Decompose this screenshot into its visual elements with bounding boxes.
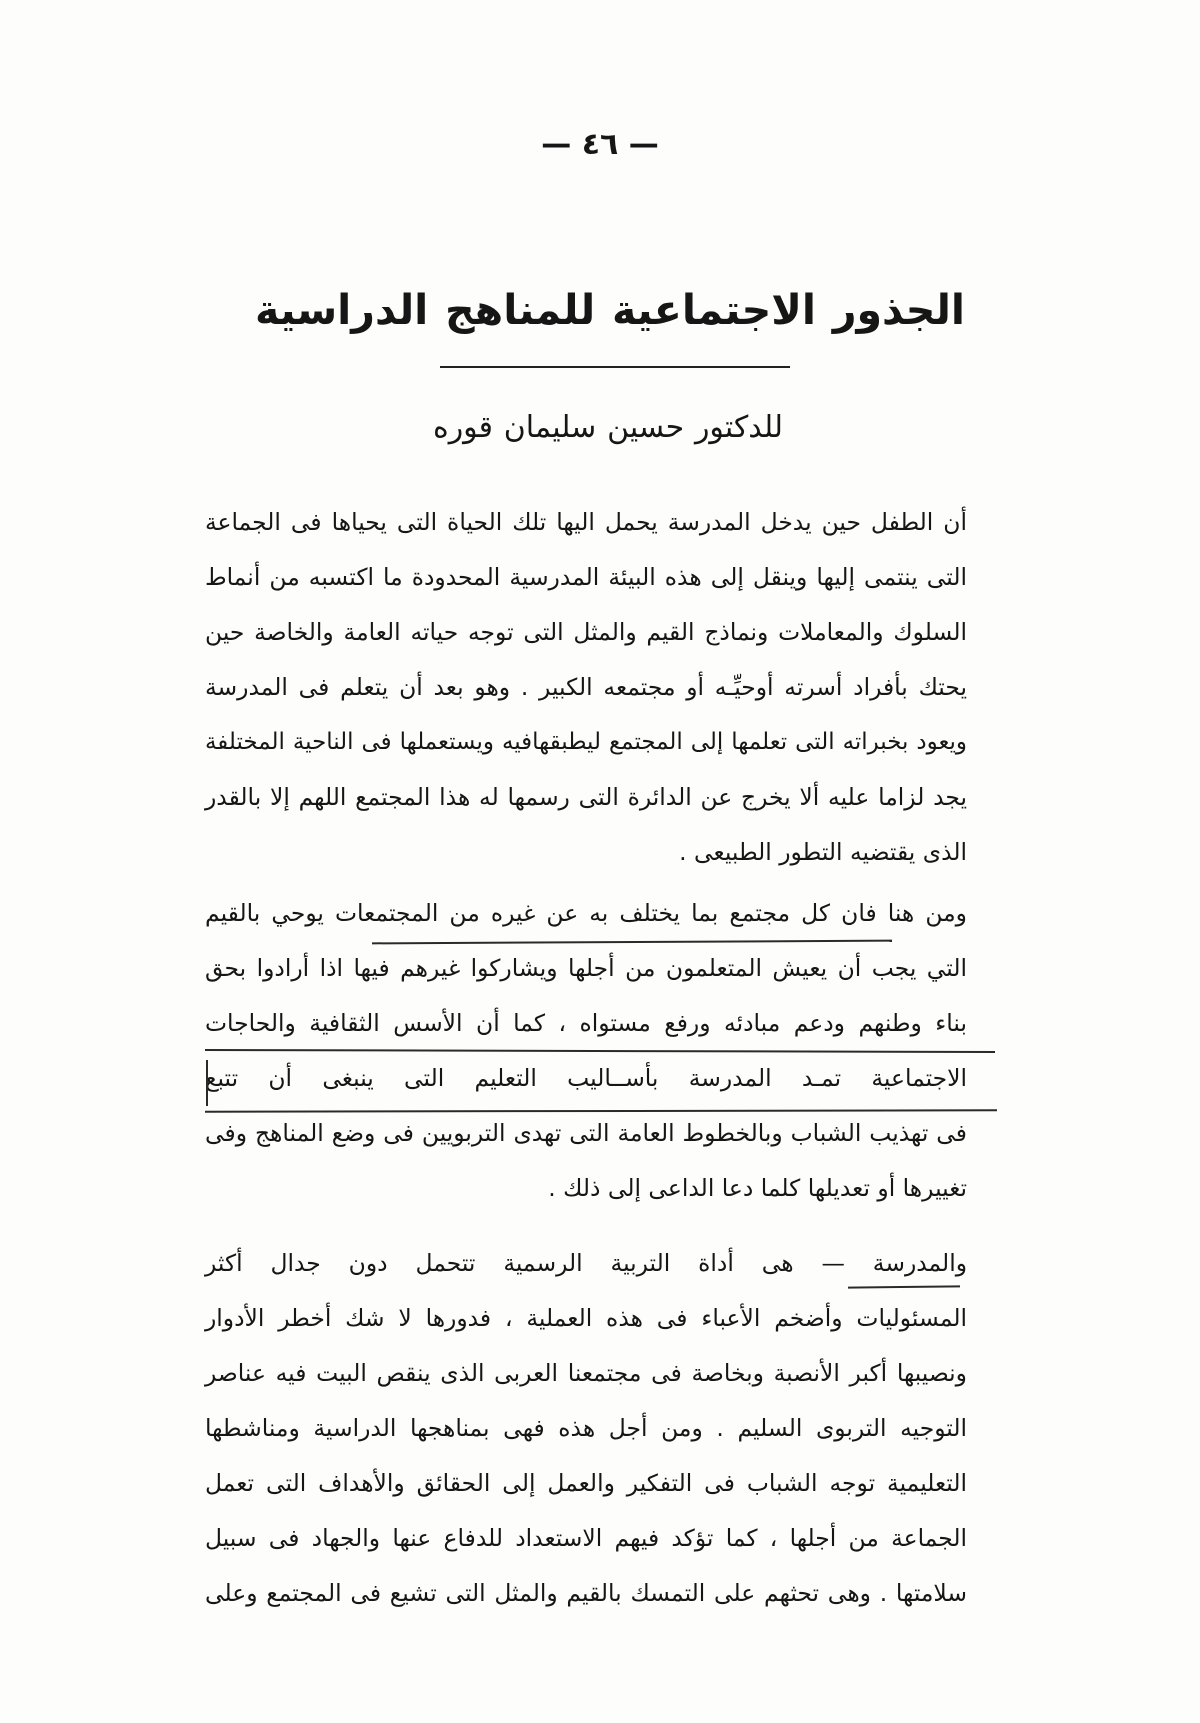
paragraph-1-line-5 [205,715,967,770]
paragraph-3 [205,1236,967,1621]
article-title-text: الجذور الاجتماعية للمناهج الدراسية [255,286,965,334]
line-text: التوجيه التربوى السليم . ومن أجل هذه فهى بمناهجها الدراسية ومناشطها [205,1414,967,1442]
title-rule [440,366,790,368]
line-text: التعليمية توجه الشباب فى التفكير والعمل إلى الحقائق والأهداف التى تعمل [205,1469,967,1497]
paragraph-3-line-6 [205,1511,967,1566]
paragraph-3-line-1 [205,1236,967,1291]
article-author-text: للدكتور حسين سليمان قوره [433,410,783,445]
paragraph-1-line-2 [205,550,967,605]
line-text: أن الطفل حين يدخل المدرسة يحمل اليها تلك الحياة التى يحياها فى الجماعة [205,508,967,536]
paragraph-3-line-5 [205,1456,967,1511]
line-text: بناء وطنهم ودعم مبادئه ورفع مستواه ، كما أن الأسس الثقافية والحاجات [205,1009,967,1037]
paragraph-1-line-6 [205,770,967,825]
paragraph-2-line-5 [205,1106,967,1161]
line-text: المسئوليات وأضخم الأعباء فى هذه العملية ، فدورها لا شك أخطر الأدوار [205,1304,967,1332]
article-title [255,268,965,352]
paragraph-2-line-2 [205,941,967,996]
paragraph-3-line-4 [205,1401,967,1456]
line-text: التى ينتمى إليها وينقل إلى هذه البيئة المدرسية المحدودة ما اكتسبه من أنماط [205,563,967,591]
paragraph-2-line-1 [205,886,967,941]
line-text: فى تهذيب الشباب وبالخطوط العامة التى تهدى التربويين فى وضع المناهج وفى [205,1119,967,1147]
paragraph-3-line-7 [205,1566,967,1621]
line-text: الذى يقتضيه التطور الطبيعى . [679,838,967,866]
line-text: يجد لزاما عليه ألا يخرج عن الدائرة التى رسمها له هذا المجتمع اللهم إلا بالقدر [205,783,967,811]
paragraph-2-line-4 [205,1051,967,1106]
line-text: ونصيبها أكبر الأنصبة وبخاصة فى مجتمعنا العربى الذى ينقص البيت فيه عناصر [205,1359,967,1387]
line-text: ومن هنا فان كل مجتمع بما يختلف به عن غيره من المجتمعات يوحي بالقيم [205,899,967,927]
paragraph-2-line-3 [205,996,967,1051]
paragraph-3-line-2 [205,1291,967,1346]
line-text: ويعود بخبراته التى تعلمها إلى المجتمع ليطبقهافيه ويستعملها فى الناحية المختلفة [205,729,967,755]
line-text: الجماعة من أجلها ، كما تؤكد فيهم الاستعداد للدفاع عنها والجهاد فى سبيل [205,1524,967,1552]
line-text: والمدرسة — هى أداة التربية الرسمية تتحمل دون جدال أكثر [205,1249,967,1277]
paragraph-3-line-3 [205,1346,967,1401]
paragraph-1-line-7 [205,825,967,880]
paragraph-1-line-3 [205,605,967,660]
paragraph-2-line-6 [205,1161,967,1216]
line-text: التي يجب أن يعيش المتعلمون من أجلها ويشاركوا غيرهم فيها اذا أرادوا بحق [205,954,967,982]
line-text: سلامتها . وهى تحثهم على التمسك بالقيم والمثل التى تشيع فى المجتمع وعلى [205,1579,967,1607]
line-text: الاجتماعية تمـد المدرسة بأســاليب التعليم التى ينبغى أن تتبع [205,1064,967,1092]
article-author [433,402,783,454]
line-text: تغييرها أو تعديلها كلما دعا الداعى إلى ذلك . [548,1174,967,1202]
paragraph-1-line-4 [205,660,967,715]
paragraph-1 [205,495,967,880]
line-text: السلوك والمعاملات ونماذج القيم والمثل التى توجه حياته العامة والخاصة حين [205,618,967,646]
page-number: — ٤٦ — [541,127,659,162]
pen-margin-stroke [206,1060,208,1106]
paragraph-1-line-1 [205,495,967,550]
line-text: يحتك بأفراد أسرته أوحيِّـه أو مجتمعه الكبير . وهو بعد أن يتعلم فى المدرسة [205,673,967,701]
